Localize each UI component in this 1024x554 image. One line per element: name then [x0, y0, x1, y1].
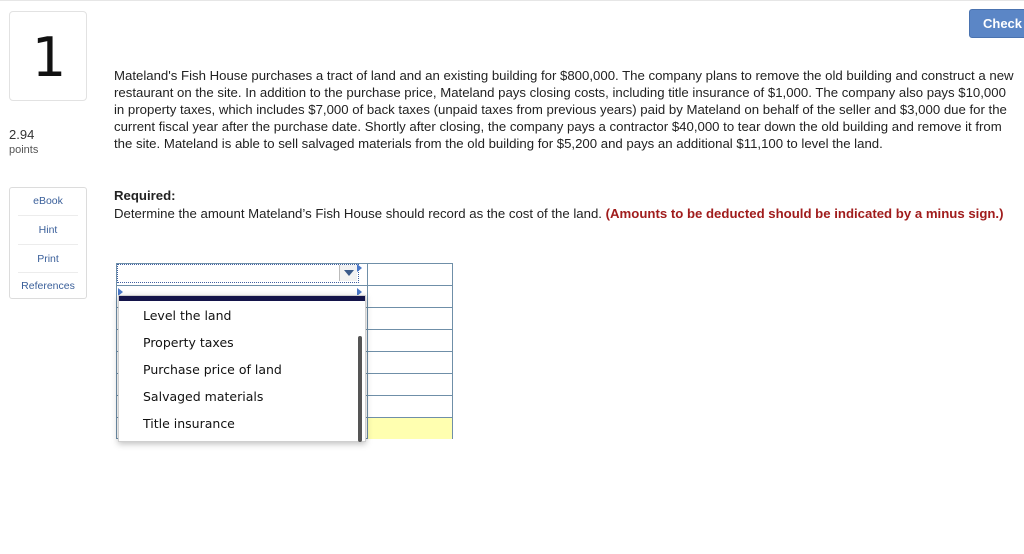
dropdown-option[interactable]: Title insurance	[143, 416, 235, 431]
dropdown-highlight-bar	[119, 296, 365, 301]
sidebar-item-print[interactable]: Print	[37, 253, 59, 265]
sidebar-divider	[18, 244, 78, 245]
top-divider	[0, 0, 1024, 1]
amount-input[interactable]	[367, 308, 452, 329]
amount-input[interactable]	[367, 396, 452, 417]
required-heading: Required:	[114, 188, 176, 203]
amount-input[interactable]	[367, 330, 452, 351]
required-instructions	[114, 205, 1019, 222]
dropdown-option[interactable]: Purchase price of land	[143, 362, 282, 377]
points-label: points	[9, 144, 39, 156]
sidebar-item-ebook[interactable]: eBook	[33, 195, 63, 207]
sidebar-divider	[18, 272, 78, 273]
sidebar-item-hint[interactable]: Hint	[38, 224, 58, 236]
triangle-right-icon	[357, 264, 362, 272]
problem-text: Mateland's Fish House purchases a tract of land and an existing building for $800,000. The company plans to remove the old building and construct a new restaurant on the site. In addition to the purchase price, Mateland pays closing costs, including title insurance of $1,000. The company also pays $10,000 in property taxes, which includes $7,000 of back taxes (unpaid taxes from previous years) paid by Mateland on behalf of the seller and $3,000 due for the current fiscal year after the purchase date. Shortly after closing, the company pays a contractor $40,000 to tear down the old building and remove it from the site. Mateland is able to sell salvaged materials from the old building for $5,200 and pays an additional $11,100 to level the land.	[114, 68, 1014, 152]
sidebar-divider	[18, 215, 78, 216]
question-number: 1	[31, 26, 67, 89]
check-button[interactable]: Check	[969, 9, 1024, 38]
required-note: (Amounts to be deducted should be indicated by a minus sign.)	[605, 206, 1004, 221]
dropdown-option[interactable]: Salvaged materials	[143, 389, 264, 404]
amount-input[interactable]	[367, 374, 452, 395]
sidebar-item-references[interactable]: References	[21, 280, 75, 292]
account-select[interactable]	[117, 264, 359, 283]
points-value: 2.94	[9, 127, 35, 142]
chevron-down-icon[interactable]	[339, 265, 357, 281]
required-text: Determine the amount Mateland’s Fish House should record as the cost of the land.	[114, 206, 606, 221]
amount-input[interactable]	[367, 352, 452, 373]
amount-input[interactable]	[367, 264, 452, 285]
question-number-box	[9, 11, 87, 101]
dropdown-scrollbar[interactable]	[358, 336, 362, 442]
dropdown-option[interactable]: Property taxes	[143, 335, 234, 350]
resource-sidebar	[9, 187, 87, 299]
dropdown-option[interactable]: Level the land	[143, 308, 232, 323]
total-cost-cell[interactable]	[367, 418, 452, 439]
amount-input[interactable]	[367, 286, 452, 307]
account-dropdown-menu	[118, 295, 366, 442]
